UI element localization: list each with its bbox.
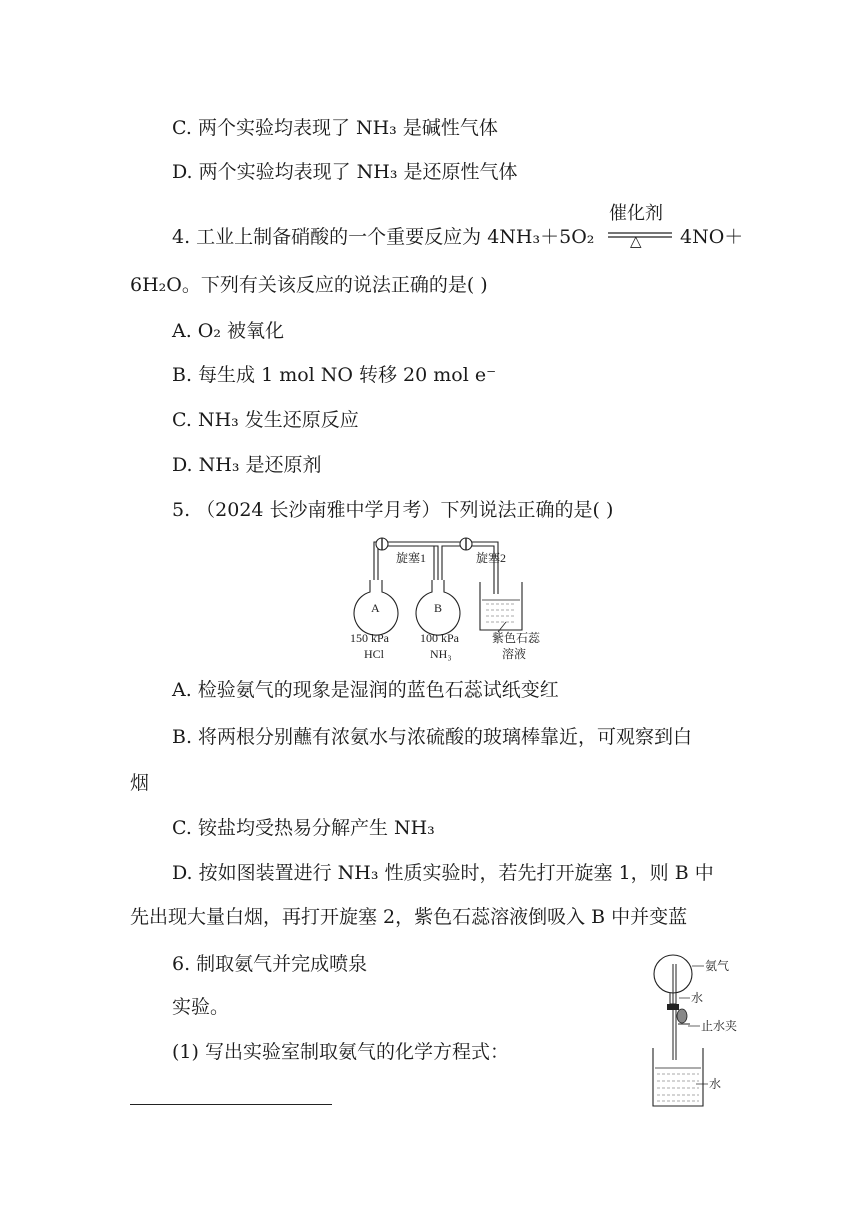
valve-2-icon — [460, 538, 472, 550]
flask-b-gas: NH₃ — [430, 647, 452, 661]
label-water-bottom: 水 — [709, 1077, 722, 1091]
flask-a-gas: HCl — [364, 647, 385, 661]
q5-apparatus-figure — [346, 534, 566, 664]
q4-option-d: D. NH₃ 是还原剂 — [172, 454, 322, 476]
q4-option-c: C. NH₃ 发生还原反应 — [172, 409, 359, 431]
q4-stem-part-c: 6H₂O。下列有关该反应的说法正确的是( ) — [130, 274, 488, 296]
q5-option-d-line1: D. 按如图装置进行 NH₃ 性质实验时，若先打开旋塞 1，则 B 中 — [172, 862, 714, 884]
q3-option-c: C. 两个实验均表现了 NH₃ 是碱性气体 — [172, 117, 498, 139]
answer-blank-line — [130, 1104, 332, 1105]
q4-option-b: B. 每生成 1 mol NO 转移 20 mol e⁻ — [172, 364, 497, 386]
flask-a-label: A — [371, 601, 380, 615]
q5-option-a: A. 检验氨气的现象是湿润的蓝色石蕊试纸变红 — [172, 679, 559, 701]
q6-part1: (1) 写出实验室制取氨气的化学方程式： — [172, 1041, 509, 1063]
flask-b-label: B — [434, 601, 443, 615]
beaker-label-line1: 紫色石蕊 — [492, 631, 541, 645]
q4-heat-symbol: △ — [630, 232, 642, 250]
valve-1-label: 旋塞1 — [396, 551, 427, 565]
dropper-icon — [677, 1009, 690, 1024]
label-ammonia: 氨气 — [705, 959, 730, 973]
beaker-label-line2: 溶液 — [502, 647, 527, 661]
water-beaker-icon — [653, 1048, 703, 1106]
q6-fountain-figure — [648, 950, 778, 1110]
valve-1-icon — [376, 538, 388, 550]
q5-option-b-line2: 烟 — [130, 772, 150, 794]
q6-stem-line2: 实验。 — [172, 996, 230, 1018]
q3-option-d: D. 两个实验均表现了 NH₃ 是还原性气体 — [172, 161, 518, 183]
q5-option-b-line1: B. 将两根分别蘸有浓氨水与浓硫酸的玻璃棒靠近，可观察到白 — [172, 726, 693, 748]
q4-option-a: A. O₂ 被氧化 — [172, 320, 285, 342]
beaker-icon — [480, 582, 522, 632]
valve-2-label: 旋塞2 — [476, 551, 507, 565]
q5-option-c: C. 铵盐均受热易分解产生 NH₃ — [172, 817, 435, 839]
q4-stem-part-a: 4. 工业上制备硝酸的一个重要反应为 4NH₃＋5O₂ — [172, 226, 595, 248]
q6-stem-line1: 6. 制取氨气并完成喷泉 — [172, 953, 368, 975]
label-water-top: 水 — [691, 991, 704, 1005]
flask-b-pressure: 100 kPa — [420, 631, 459, 645]
label-clamp: 止水夹 — [701, 1019, 738, 1033]
q5-option-d-line2: 先出现大量白烟，再打开旋塞 2，紫色石蕊溶液倒吸入 B 中并变蓝 — [130, 906, 688, 928]
q5-stem: 5. （2024 长沙南雅中学月考）下列说法正确的是( ) — [172, 499, 614, 521]
q4-catalyst-label: 催化剂 — [609, 203, 663, 224]
q4-stem-part-b: 4NO＋ — [680, 226, 744, 248]
flask-a-pressure: 150 kPa — [350, 631, 389, 645]
inverted-flask-icon — [654, 955, 692, 1060]
